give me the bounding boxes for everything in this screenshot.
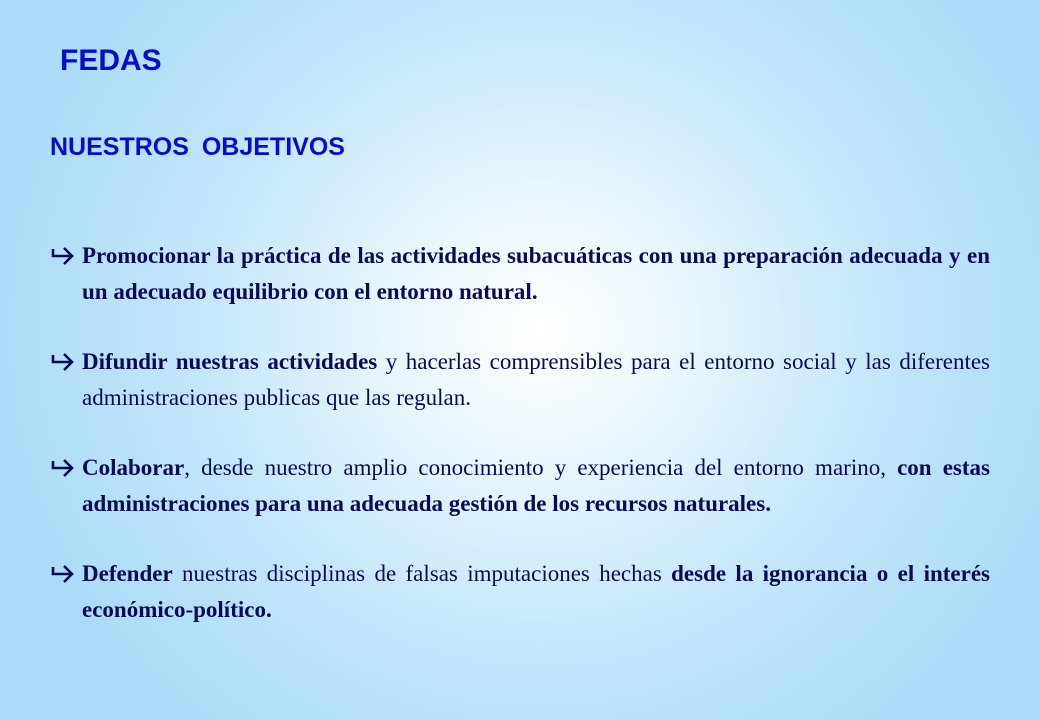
section-heading: NUESTROS OBJETIVOS xyxy=(50,133,345,161)
objective-text: , desde nuestro amplio conocimiento y experiencia del entorno marino, xyxy=(184,455,898,480)
right-arrow-icon xyxy=(50,344,80,380)
page-title: FEDAS xyxy=(60,44,162,77)
right-arrow-icon xyxy=(50,238,80,274)
right-arrow-icon xyxy=(50,556,80,592)
objective-item xyxy=(50,238,990,310)
objective-text: nuestras disciplinas de falsas imputaciones hechas xyxy=(172,561,672,586)
objective-text-bold: Colaborar xyxy=(82,455,185,480)
objectives-list xyxy=(50,238,990,662)
objective-item xyxy=(50,344,990,416)
objective-item xyxy=(50,450,990,522)
objective-text: Promocionar la práctica de las actividades subacuáticas con una preparación adecuada y en un adecuado equilibrio con el entorno natural. xyxy=(82,243,990,304)
objective-text-bold: Defender xyxy=(82,561,173,586)
objective-item xyxy=(50,556,990,628)
objective-text-bold: con estas administraciones para una adecuada gestión de los recursos naturales. xyxy=(82,455,990,516)
right-arrow-icon xyxy=(50,450,80,486)
objective-text-bold: Difundir nuestras actividades xyxy=(82,349,378,374)
objective-text: y hacerlas comprensibles para el entorno social y las diferentes administraciones publicas que las regulan. xyxy=(82,349,991,410)
objective-text-bold: desde la ignorancia o el interés económico-político. xyxy=(82,561,990,622)
